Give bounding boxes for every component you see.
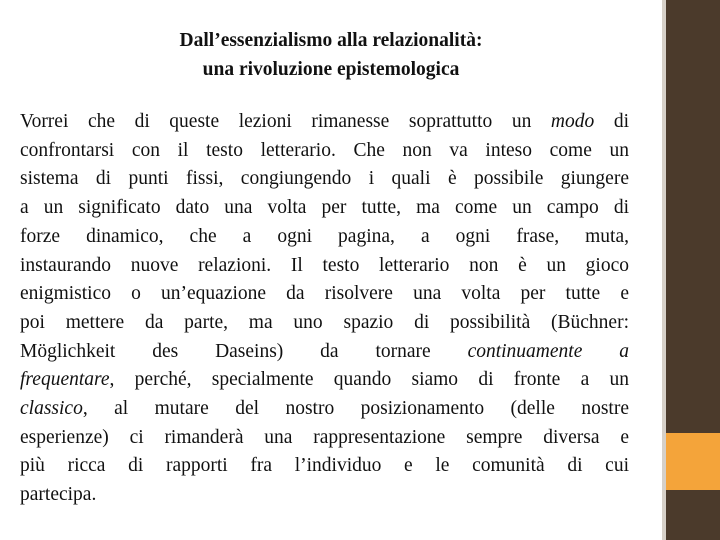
body-line	[20, 309, 629, 338]
emphasis-text: classico	[20, 398, 83, 420]
body-line	[20, 252, 629, 281]
sidebar-accent-block	[666, 433, 720, 490]
body-line	[20, 481, 629, 510]
body-text-segment: instaurando nuove relazioni. Il testo letterario non è un gioco	[20, 254, 629, 276]
body-text-segment: forze dinamico, che a ogni pagina, a ogni frase, muta,	[20, 225, 629, 247]
body-line	[20, 223, 629, 252]
slide-title	[0, 26, 662, 84]
body-line	[20, 424, 629, 453]
body-text-segment: esperienze) ci rimanderà una rappresentazione sempre diversa e	[20, 426, 629, 448]
body-line	[20, 395, 629, 424]
body-text-segment: sistema di punti fissi, congiungendo i quali è possibile giungere	[20, 168, 629, 190]
body-line	[20, 165, 629, 194]
body-text-segment: , perché, specialmente quando siamo di fronte a un	[109, 369, 629, 391]
emphasis-text: modo	[550, 111, 595, 132]
title-line-2: una rivoluzione epistemologica	[202, 59, 460, 80]
body-line	[20, 338, 629, 367]
body-text-segment: a un significato dato una volta per tutte, ma come un campo di	[20, 197, 629, 219]
body-line	[20, 280, 629, 309]
body-text-segment: confrontarsi con il testo letterario. Che non va inteso come un	[20, 139, 629, 161]
emphasis-text: frequentare	[20, 369, 110, 391]
body-line	[20, 108, 629, 137]
body-paragraph	[20, 108, 629, 510]
body-text-segment: enigmistico o un’equazione da risolvere una volta per tutte e	[20, 283, 629, 305]
body-text-segment: poi mettere da parte, ma uno spazio di possibilità (Büchner:	[20, 311, 629, 333]
body-text-segment: , al mutare del nostro posizionamento (delle nostre	[82, 398, 629, 420]
body-line	[20, 366, 629, 395]
body-text-segment: più ricca di rapporti fra l’individuo e le comunità di cui	[20, 455, 629, 477]
body-text-segment: partecipa.	[20, 484, 97, 506]
body-line	[20, 452, 629, 481]
title-line-1: Dall’essenzialismo alla relazionalità:	[179, 30, 483, 51]
body-line	[20, 137, 629, 166]
body-text-segment: di	[594, 111, 630, 132]
body-text-segment: Möglichkeit des Daseins) da tornare	[20, 340, 468, 362]
emphasis-text: continuamente a	[467, 340, 629, 362]
body-text-segment: Vorrei che di queste lezioni rimanesse soprattutto un	[20, 111, 551, 132]
body-line	[20, 194, 629, 223]
